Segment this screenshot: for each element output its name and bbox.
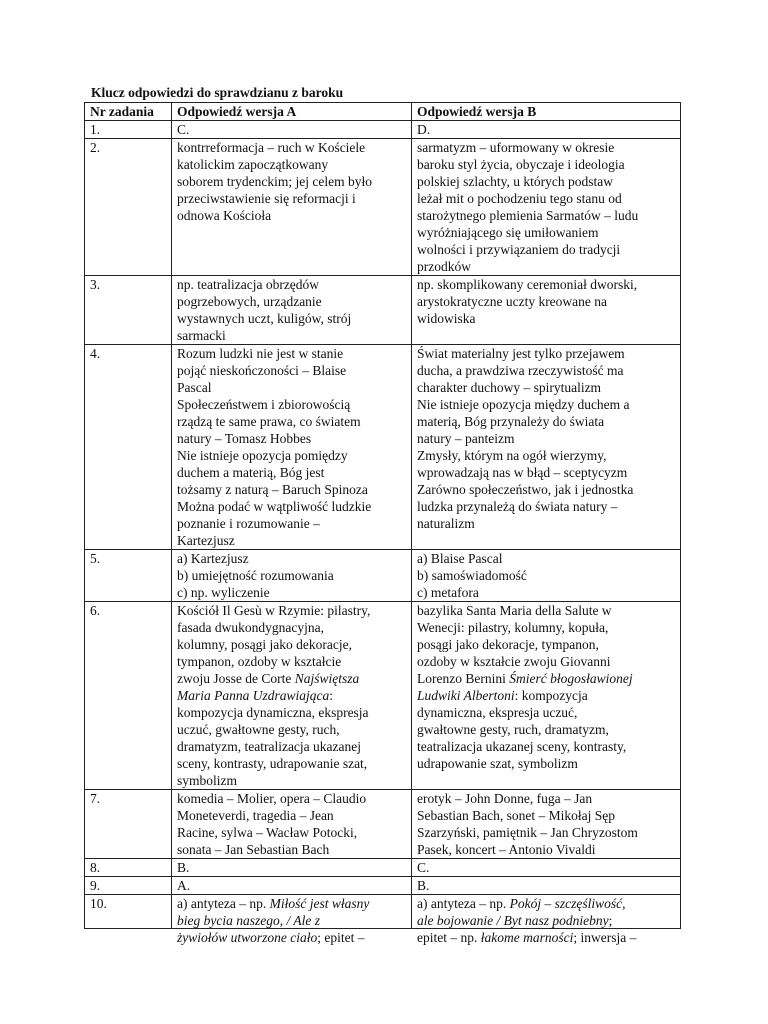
answer-a-cell: [172, 121, 412, 139]
answer-line: Nie istnieje opozycja pomiędzy: [177, 448, 348, 463]
answer-line: pogrzebowych, urządzanie: [177, 294, 322, 309]
answer-line: wprowadzają nas w błąd – sceptycyzm: [417, 465, 628, 480]
answer-line: Pasek, koncert – Antonio Vivaldi: [417, 842, 596, 857]
answer-line: bazylika Santa Maria della Salute w: [417, 603, 612, 618]
answer-line: C.: [417, 860, 430, 875]
answer-text: a) antyteza – np.: [417, 896, 510, 911]
task-number-cell: 5.: [85, 550, 172, 602]
answer-line: soborem trydenckim; jej celem było: [177, 174, 372, 189]
answer-line: sarmacki: [177, 328, 226, 343]
task-number-cell: 7.: [85, 790, 172, 859]
answer-line: [417, 912, 676, 929]
answer-a-cell: [172, 790, 412, 859]
answer-a-cell: [172, 877, 412, 895]
answer-line: widowiska: [417, 311, 476, 326]
answer-line: Społeczeństwem i zbiorowością: [177, 397, 351, 412]
answer-text: ; inwersja –: [573, 930, 637, 945]
answer-b-cell: [412, 345, 681, 550]
answer-b-cell: [412, 895, 681, 945]
answer-line: Moneteverdi, tragedia – Jean: [177, 808, 334, 823]
answer-line: sonata – Jan Sebastian Bach: [177, 842, 330, 857]
answer-line: Zarówno społeczeństwo, jak i jednostka: [417, 482, 634, 497]
answer-line: natury – panteizm: [417, 431, 515, 446]
task-number-cell: 2.: [85, 139, 172, 276]
answer-line: [177, 929, 407, 946]
answer-line: a) Kartezjusz: [177, 551, 249, 566]
answer-a-cell: [172, 550, 412, 602]
quote-italic: Miłość jest własny: [269, 896, 370, 911]
answer-line: baroku styl życia, obyczaje i ideologia: [417, 157, 625, 172]
answer-line: symbolizm: [177, 773, 237, 788]
answer-line: charakter duchowy – spirytualizm: [417, 380, 602, 395]
answer-line: wyróżniającego się umiłowaniem: [417, 225, 599, 240]
artwork-title-italic: Ludwiki Albertoni: [417, 688, 515, 703]
answer-line: Zmysły, którym na ogół wierzymy,: [417, 448, 607, 463]
table-row: [85, 602, 681, 790]
table-row: [85, 790, 681, 859]
answer-line: Można podać w wątpliwość ludzkie: [177, 499, 372, 514]
quote-italic: łakome marności: [480, 930, 574, 945]
header-task-number: Nr zadania: [85, 103, 172, 121]
answer-line: posągi jako dekoracje, tympanon,: [417, 637, 599, 652]
answer-a-cell: [172, 139, 412, 276]
answer-line: dramatyzm, teatralizacja ukazanej: [177, 739, 362, 754]
table-row: [85, 895, 681, 929]
answer-line: sceny, kontrasty, udrapowanie szat,: [177, 756, 368, 771]
answer-line: tympanon, ozdoby w kształcie: [177, 654, 342, 669]
answer-line: natury – Tomasz Hobbes: [177, 431, 312, 446]
answer-line: przeciwstawienie się reformacji i: [177, 191, 356, 206]
table-header-row: [85, 103, 681, 121]
answer-line: Świat materialny jest tylko przejawem: [417, 346, 625, 361]
answer-line: tożsamy z naturą – Baruch Spinoza: [177, 482, 368, 497]
answer-b-cell: [412, 790, 681, 859]
answer-line: poznanie i rozumowanie –: [177, 516, 320, 531]
task-number-cell: 1.: [85, 121, 172, 139]
table-row: [85, 877, 681, 895]
answer-key-document: [84, 84, 680, 945]
answer-line: sarmatyzm – uformowany w okresie: [417, 140, 615, 155]
task-number-cell: 4.: [85, 345, 172, 550]
answer-a-cell: [172, 895, 412, 945]
answer-line: pojąć nieskończoności – Blaise: [177, 363, 347, 378]
answer-b-cell: [412, 859, 681, 877]
answer-b-cell: [412, 121, 681, 139]
answer-a-cell: [172, 276, 412, 345]
answer-line: kolumny, posągi jako dekoracje,: [177, 637, 352, 652]
task-number-cell: 6.: [85, 602, 172, 790]
answer-key-table: [84, 102, 681, 945]
quote-italic: żywiołów utworzone ciało: [177, 930, 318, 945]
answer-line: katolickim zapoczątkowany: [177, 157, 329, 172]
artwork-title-italic: Najświętsza: [294, 671, 360, 686]
answer-a-cell: [172, 345, 412, 550]
task-number-cell: 3.: [85, 276, 172, 345]
answer-line: Sebastian Bach, sonet – Mikołaj Sęp: [417, 808, 615, 823]
answer-line: A.: [177, 878, 191, 893]
answer-line: [177, 687, 407, 704]
table-row: [85, 139, 681, 276]
header-version-a: Odpowiedź wersja A: [172, 103, 412, 121]
answer-line: Nie istnieje opozycja między duchem a: [417, 397, 630, 412]
answer-line: [417, 895, 676, 912]
answer-line: [177, 895, 407, 912]
answer-line: [417, 929, 676, 946]
answer-text: Lorenzo Bernini: [417, 671, 510, 686]
answer-line: c) metafora: [417, 585, 479, 600]
quote-italic: bieg bycia naszego, / Ale z: [177, 913, 320, 928]
answer-line: [417, 687, 676, 704]
task-number-cell: 10.: [85, 895, 172, 929]
artwork-title-italic: Maria Panna Uzdrawiająca: [177, 688, 330, 703]
table-row: [85, 121, 681, 139]
answer-line: Szarzyński, pamiętnik – Jan Chryzostom: [417, 825, 638, 840]
artwork-title-italic: Śmierć błogosławionej: [509, 671, 633, 686]
table-row: [85, 345, 681, 550]
answer-b-cell: [412, 276, 681, 345]
answer-line: Kościół Il Gesù w Rzymie: pilastry,: [177, 603, 371, 618]
answer-line: wolności i przywiązaniem do tradycji: [417, 242, 621, 257]
answer-line: naturalizm: [417, 516, 475, 531]
answer-line: kompozycja dynamiczna, ekspresja: [177, 705, 369, 720]
answer-line: [417, 670, 676, 687]
answer-line: polskiej szlachty, u których podstaw: [417, 174, 613, 189]
answer-line: [177, 912, 407, 929]
answer-line: c) np. wyliczenie: [177, 585, 270, 600]
answer-line: Racine, sylwa – Wacław Potocki,: [177, 825, 358, 840]
answer-line: materią, Bóg przynależy do świata: [417, 414, 605, 429]
document-title: Klucz odpowiedzi do sprawdzianu z baroku: [91, 85, 344, 100]
answer-line: a) Blaise Pascal: [417, 551, 503, 566]
answer-line: [177, 670, 407, 687]
answer-text: ; epitet –: [317, 930, 365, 945]
cell-clip: [417, 895, 676, 945]
task-number-cell: 8.: [85, 859, 172, 877]
answer-line: B.: [417, 878, 430, 893]
answer-line: uczuć, gwałtowne gesty, ruch,: [177, 722, 340, 737]
answer-line: np. teatralizacja obrzędów: [177, 277, 320, 292]
quote-italic: Pokój – szczęśliwość,: [509, 896, 626, 911]
task-number-cell: 9.: [85, 877, 172, 895]
answer-line: udrapowanie szat, symbolizm: [417, 756, 578, 771]
answer-line: b) samoświadomość: [417, 568, 527, 583]
answer-line: duchem a materią, Bóg jest: [177, 465, 325, 480]
answer-line: wystawnych uczt, kuligów, strój: [177, 311, 352, 326]
answer-line: Rozum ludzki nie jest w stanie: [177, 346, 344, 361]
answer-line: B.: [177, 860, 190, 875]
answer-text: : kompozycja: [514, 688, 588, 703]
answer-line: fasada dwukondygnacyjna,: [177, 620, 324, 635]
answer-line: Pascal: [177, 380, 212, 395]
answer-line: rządzą te same prawa, co światem: [177, 414, 361, 429]
answer-line: b) umiejętność rozumowania: [177, 568, 334, 583]
answer-text: :: [329, 688, 334, 703]
table-row: [85, 859, 681, 877]
answer-line: Kartezjusz: [177, 533, 235, 548]
answer-b-cell: [412, 550, 681, 602]
answer-line: erotyk – John Donne, fuga – Jan: [417, 791, 593, 806]
answer-line: Wenecji: pilastry, kolumny, kopuła,: [417, 620, 609, 635]
answer-line: ludzka przynależą do świata natury –: [417, 499, 618, 514]
quote-italic: ale bojowanie / Byt nasz podniebny: [417, 913, 609, 928]
answer-line: ozdoby w kształcie zwoju Giovanni: [417, 654, 611, 669]
answer-line: ducha, a prawdziwa rzeczywistość ma: [417, 363, 624, 378]
answer-text: a) antyteza – np.: [177, 896, 270, 911]
answer-line: D.: [417, 122, 431, 137]
answer-a-cell: [172, 859, 412, 877]
answer-line: starożytnego plemienia Sarmatów – ludu: [417, 208, 639, 223]
answer-line: odnowa Kościoła: [177, 208, 272, 223]
answer-line: leżał mit o pochodzeniu tego stanu od: [417, 191, 622, 206]
answer-line: gwałtowne gesty, ruch, dramatyzm,: [417, 722, 609, 737]
table-row: [85, 550, 681, 602]
answer-b-cell: [412, 877, 681, 895]
answer-text: epitet – np.: [417, 930, 481, 945]
header-version-b: Odpowiedź wersja B: [412, 103, 681, 121]
answer-line: C.: [177, 122, 190, 137]
answer-a-cell: [172, 602, 412, 790]
answer-text: ;: [608, 913, 613, 928]
cell-clip: [177, 895, 407, 945]
answer-line: przodków: [417, 259, 471, 274]
answer-line: komedia – Molier, opera – Claudio: [177, 791, 367, 806]
answer-line: np. skomplikowany ceremoniał dworski,: [417, 277, 638, 292]
answer-line: teatralizacja ukazanej sceny, kontrasty,: [417, 739, 627, 754]
answer-b-cell: [412, 602, 681, 790]
answer-line: kontrreformacja – ruch w Kościele: [177, 140, 366, 155]
answer-text: zwoju Josse de Corte: [177, 671, 295, 686]
answer-line: arystokratyczne uczty kreowane na: [417, 294, 608, 309]
answer-b-cell: [412, 139, 681, 276]
answer-line: dynamiczna, ekspresja uczuć,: [417, 705, 578, 720]
table-row: [85, 276, 681, 345]
